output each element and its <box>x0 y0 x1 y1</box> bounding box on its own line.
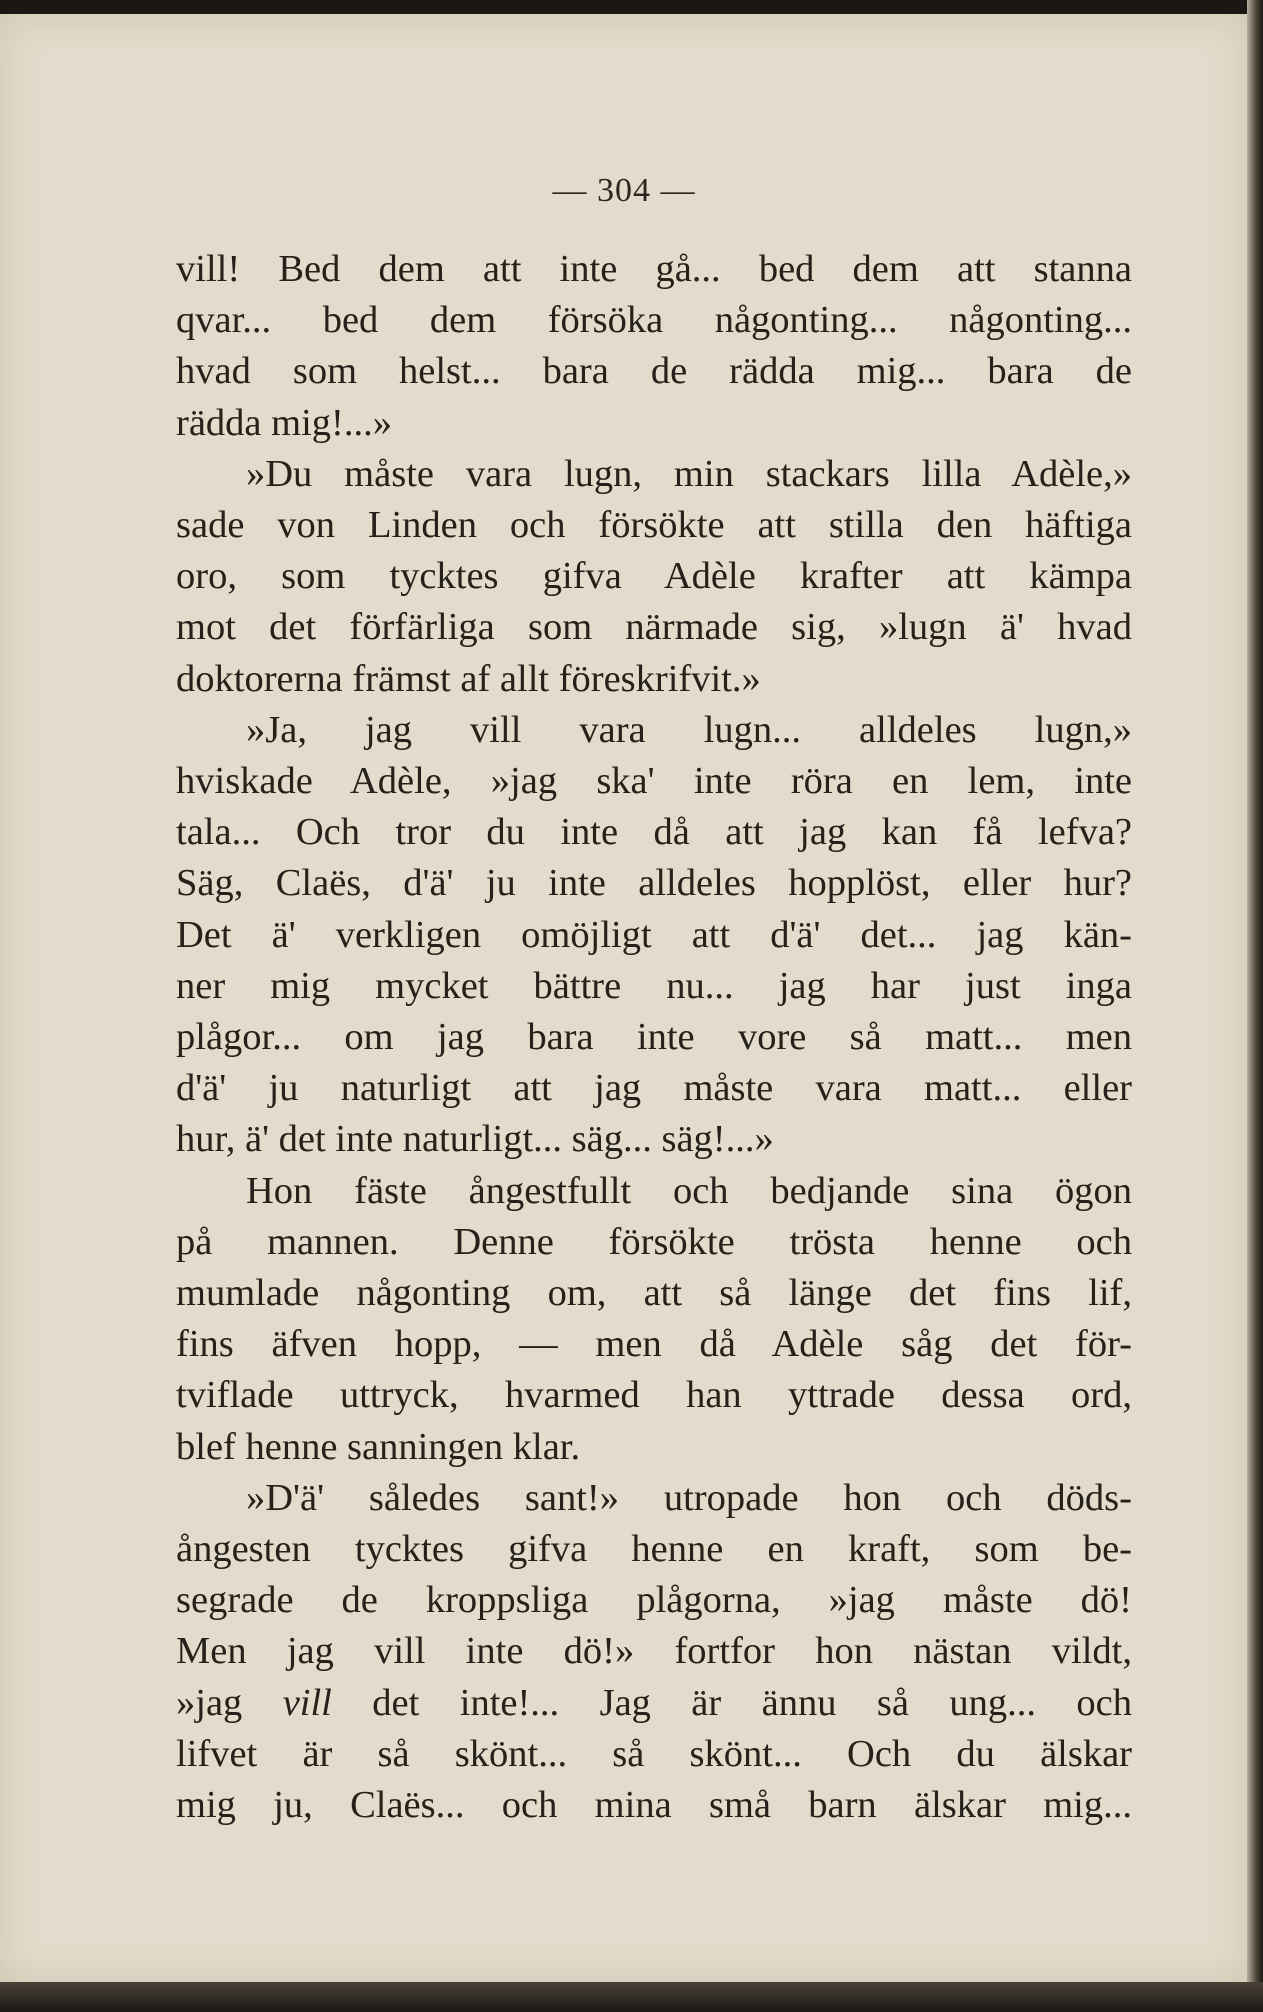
text-line: på mannen. Denne försökte trösta henne och <box>176 1220 1132 1263</box>
text-line: mig ju, Claës... och mina små barn älskar mig... <box>176 1784 1132 1827</box>
text-line <box>176 1678 1132 1729</box>
text-line: fins äfven hopp, — men då Adèle såg det för- <box>176 1323 1132 1366</box>
text-line: »Du måste vara lugn, min stackars lilla Adèle,» <box>246 452 1132 495</box>
text-line: d'ä' ju naturligt att jag måste vara matt... eller <box>176 1067 1132 1110</box>
text-line: mumlade någonting om, att så länge det fins lif, <box>176 1272 1132 1315</box>
text-line: hvad som helst... bara de rädda mig... bara de <box>176 350 1132 393</box>
text-segment: »jag <box>176 1681 283 1724</box>
text-line: oro, som tycktes gifva Adèle krafter att kämpa <box>176 555 1132 598</box>
text-line: doktorerna främst af allt föreskrifvit.» <box>176 657 761 700</box>
page-bottom-edge <box>0 1982 1263 2012</box>
text-line: ångesten tycktes gifva henne en kraft, som be- <box>176 1528 1132 1571</box>
text-line: rädda mig!...» <box>176 401 392 444</box>
text-line: hviskade Adèle, »jag ska' inte röra en lem, inte <box>176 760 1132 803</box>
page-number: — 304 — <box>552 172 696 209</box>
body-text <box>176 244 1132 1831</box>
text-line: tala... Och tror du inte då att jag kan få lefva? <box>176 811 1132 854</box>
text-line: plågor... om jag bara inte vore så matt... men <box>176 1016 1132 1059</box>
page-right-edge <box>1247 0 1263 2012</box>
italic-emphasis: vill <box>282 1681 332 1724</box>
text-line: tviflade uttryck, hvarmed han yttrade dessa ord, <box>176 1374 1132 1417</box>
text-line: segrade de kroppsliga plågorna, »jag måste dö! <box>176 1579 1132 1622</box>
text-line: Hon fäste ångestfullt och bedjande sina ögon <box>246 1169 1132 1212</box>
text-line: »Ja, jag vill vara lugn... alldeles lugn,» <box>246 708 1132 751</box>
text-line: Säg, Claës, d'ä' ju inte alldeles hopplöst, eller hur? <box>176 862 1132 905</box>
text-line: sade von Linden och försökte att stilla den häftiga <box>176 504 1132 547</box>
book-page <box>0 14 1248 1982</box>
text-line: lifvet är så skönt... så skönt... Och du älskar <box>176 1732 1132 1775</box>
text-line: vill! Bed dem att inte gå... bed dem att stanna <box>176 248 1132 290</box>
text-line: Men jag vill inte dö!» fortfor hon nästan vildt, <box>176 1630 1132 1673</box>
text-line: mot det förfärliga som närmade sig, »lugn ä' hvad <box>176 606 1132 649</box>
text-line: Det ä' verkligen omöjligt att d'ä' det... jag kän- <box>176 913 1132 956</box>
text-line: »D'ä' således sant!» utropade hon och döds- <box>246 1476 1132 1519</box>
text-line: blef henne sanningen klar. <box>176 1425 581 1468</box>
text-line: qvar... bed dem försöka någonting... någonting... <box>176 299 1132 342</box>
text-line: hur, ä' det inte naturligt... säg... säg!...» <box>176 1118 774 1161</box>
text-line: ner mig mycket bättre nu... jag har just inga <box>176 964 1132 1007</box>
text-segment: det inte!... Jag är ännu så ung... och <box>331 1681 1132 1724</box>
